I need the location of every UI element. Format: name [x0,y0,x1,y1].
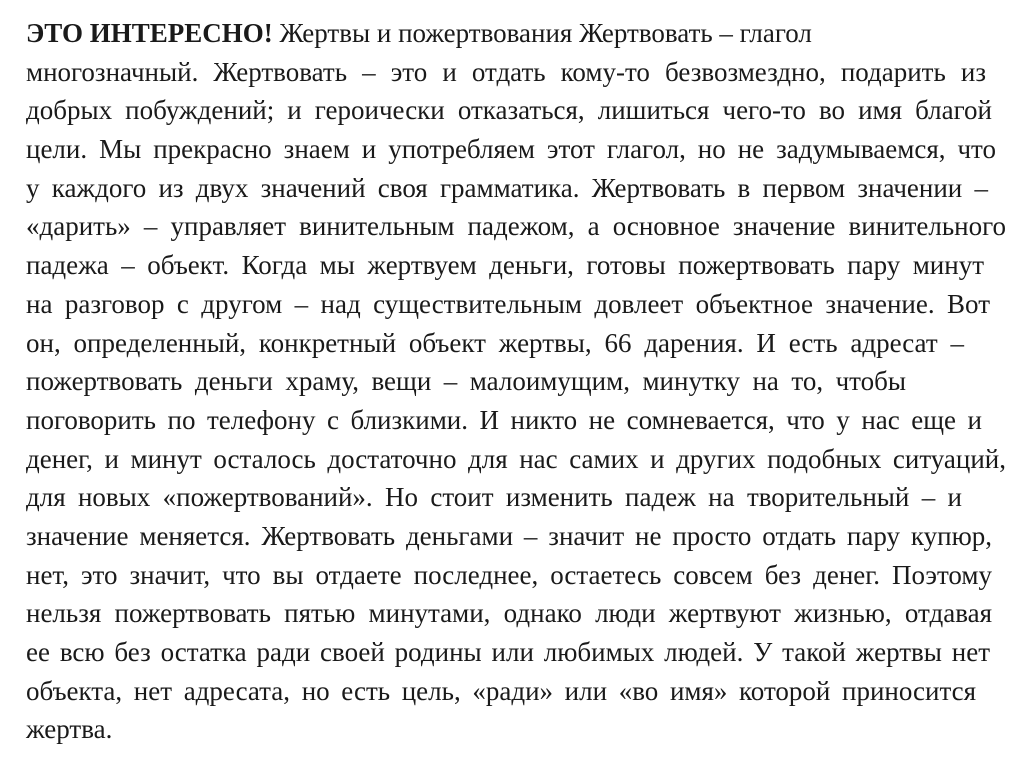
text-line-6: «дарить» – управляет винительным падежом, а основное значение винительного [26,211,1006,242]
heading-lead: ЭТО ИНТЕРЕСНО! [26,18,273,48]
text-line-13: для новых «пожертвований». Но стоит изменить падеж на творительный – и [26,482,962,513]
text-line-18: объекта, нет адресата, но есть цель, «ради» или «во имя» которой приносится [26,675,976,706]
text-line-17: ее всю без остатка ради своей родины или любимых людей. У такой жертвы нет [26,637,990,667]
text-line-3: добрых побуждений; и героически отказаться, лишиться чего-то во имя благой [26,95,992,126]
text-line-10: пожертвовать деньги храму, вещи – малоимущим, минутку на то, чтобы [26,366,906,397]
text-line-12: денег, и минут осталось достаточно для нас самих и других подобных ситуаций, [26,443,1006,474]
document-page [26,14,1006,749]
text-line-2: многозначный. Жертвовать – это и отдать кому-то безвозмездно, подарить из [26,56,986,87]
text-line-19: жертва. [26,714,113,745]
text-line-4: цели. Мы прекрасно знаем и употребляем этот глагол, но не задумываемся, что [26,134,996,165]
text-line-11: поговорить по телефону с близкими. И никто не сомневается, что у нас еще и [26,404,982,435]
text-line-8: на разговор с другом – над существительным довлеет объектное значение. Вот [26,288,990,319]
text-line-15: нет, это значит, что вы отдаете последнее, остаетесь совсем без денег. Поэтому [26,559,992,590]
text-line-1-rest: Жертвы и пожертвования Жертвовать – глагол [272,18,812,48]
text-line-9: он, определенный, конкретный объект жертвы, 66 дарения. И есть адресат – [26,327,964,358]
text-line-14: значение меняется. Жертвовать деньгами – значит не просто отдать пару купюр, [26,520,992,551]
text-line-5: у каждого из двух значений своя грамматика. Жертвовать в первом значении – [26,172,988,203]
text-line-7: падежа – объект. Когда мы жертвуем деньги, готовы пожертвовать пару минут [26,250,984,281]
text-line-1 [26,14,862,53]
text-line-16: нельзя пожертвовать пятью минутами, однако люди жертвуют жизнью, отдавая [26,598,992,629]
